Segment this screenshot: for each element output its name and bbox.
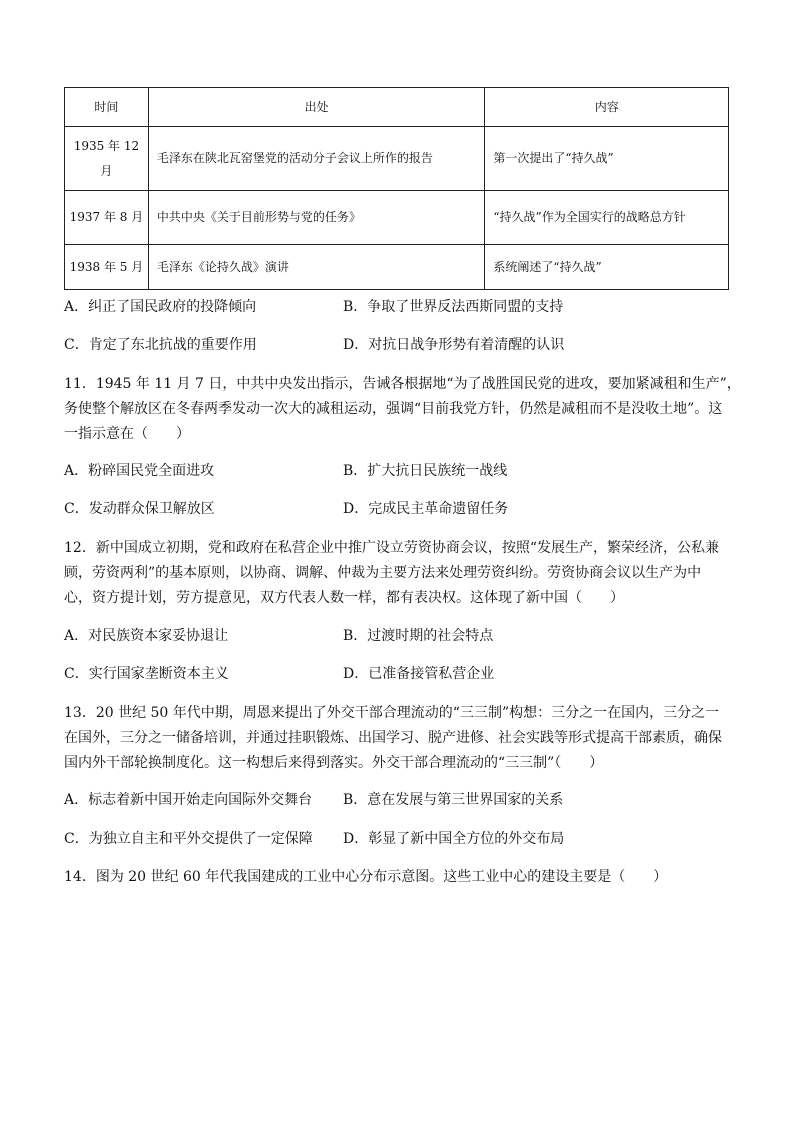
table-row (65, 245, 729, 290)
q13-stem-line-1: 13．20 世纪 50 年代中期，周恩来提出了外交干部合理流动的“三三制”构想：三分之一在国内，三分之一 (64, 705, 720, 721)
table-header-time: 时间 (65, 88, 149, 127)
q12-stem-line-3: 心，资方提计划，劳方提意见，双方代表人数一样，都有表决权。这体现了新中国（ ） (64, 590, 624, 606)
q10-option-d: D．对抗日战争形势有着清醒的认识 (343, 337, 565, 353)
q14-stem-line-1: 14．图为 20 世纪 60 年代我国建成的工业中心分布示意图。这些工业中心的建设主要是（ ） (64, 869, 668, 885)
table-cell-content: “持久战”作为全国实行的战略总方针 (485, 191, 729, 245)
q12-option-b: B．过渡时期的社会特点 (343, 628, 494, 644)
source-table (64, 87, 729, 290)
q13-option-c: C．为独立自主和平外交提供了一定保障 (64, 831, 313, 847)
q13-option-a: A．标志着新中国开始走向国际外交舞台 (64, 792, 313, 808)
table-cell-time: 1937 年 8 月 (65, 191, 149, 245)
q12-stem-line-1: 12．新中国成立初期，党和政府在私营企业中推广设立劳资协商会议，按照“发展生产，繁荣经济，公私兼 (64, 540, 719, 556)
q11-option-b: B．扩大抗日民族统一战线 (343, 463, 508, 479)
q13-option-d: D．彰显了新中国全方位的外交布局 (343, 831, 565, 847)
q12-option-a: A．对民族资本家妥协退让 (64, 628, 229, 644)
q13-stem-line-3: 国内外干部轮换制度化。这一构想后来得到落实。外交干部合理流动的“三三制”（ ） (64, 755, 604, 771)
q13-option-b: B．意在发展与第三世界国家的关系 (343, 792, 564, 808)
table-row (65, 191, 729, 245)
table-cell-time: 1935 年 12 月 (65, 127, 149, 191)
q11-stem-line-2: 务使整个解放区在冬春两季发动一次大的减租运动，强调“目前我党方针，仍然是减租而不是没收土地”。这 (64, 401, 723, 417)
table-cell-time: 1938 年 5 月 (65, 245, 149, 290)
q11-stem-line-3: 一指示意在（ ） (64, 426, 190, 442)
table-header-source: 出处 (148, 88, 485, 127)
q11-option-c: C．发动群众保卫解放区 (64, 501, 215, 517)
q12-option-d: D．已准备接管私营企业 (343, 666, 495, 682)
q10-option-a: A．纠正了国民政府的投降倾向 (64, 299, 257, 315)
table-row (65, 127, 729, 191)
table-cell-source: 毛泽东《论持久战》演讲 (148, 245, 485, 290)
q11-stem-line-1: 11．1945 年 11 月 7 日，中共中央发出指示，告诫各根据地“为了战胜国民党的进攻，要加紧减租和生产”， (64, 376, 741, 392)
table-header-content: 内容 (485, 88, 729, 127)
q12-option-c: C．实行国家垄断资本主义 (64, 666, 229, 682)
q11-option-d: D．完成民主革命遗留任务 (343, 501, 509, 517)
table-cell-source: 毛泽东在陕北瓦窑堡党的活动分子会议上所作的报告 (148, 127, 485, 191)
q10-option-c: C．肯定了东北抗战的重要作用 (64, 337, 257, 353)
q13-stem-line-2: 在国外，三分之一储备培训，并通过挂职锻炼、出国学习、脱产进修、社会实践等形式提高干部素质，确保 (64, 730, 722, 746)
q11-option-a: A．粉碎国民党全面进攻 (64, 463, 215, 479)
table-cell-content: 第一次提出了“持久战” (485, 127, 729, 191)
q10-option-b: B．争取了世界反法西斯同盟的支持 (343, 299, 564, 315)
table-cell-content: 系统阐述了“持久战” (485, 245, 729, 290)
table-cell-source: 中共中央《关于目前形势与党的任务》 (148, 191, 485, 245)
q12-stem-line-2: 顾，劳资两利”的基本原则，以协商、调解、仲裁为主要方法来处理劳资纠纷。劳资协商会议以生产为中 (64, 565, 702, 581)
